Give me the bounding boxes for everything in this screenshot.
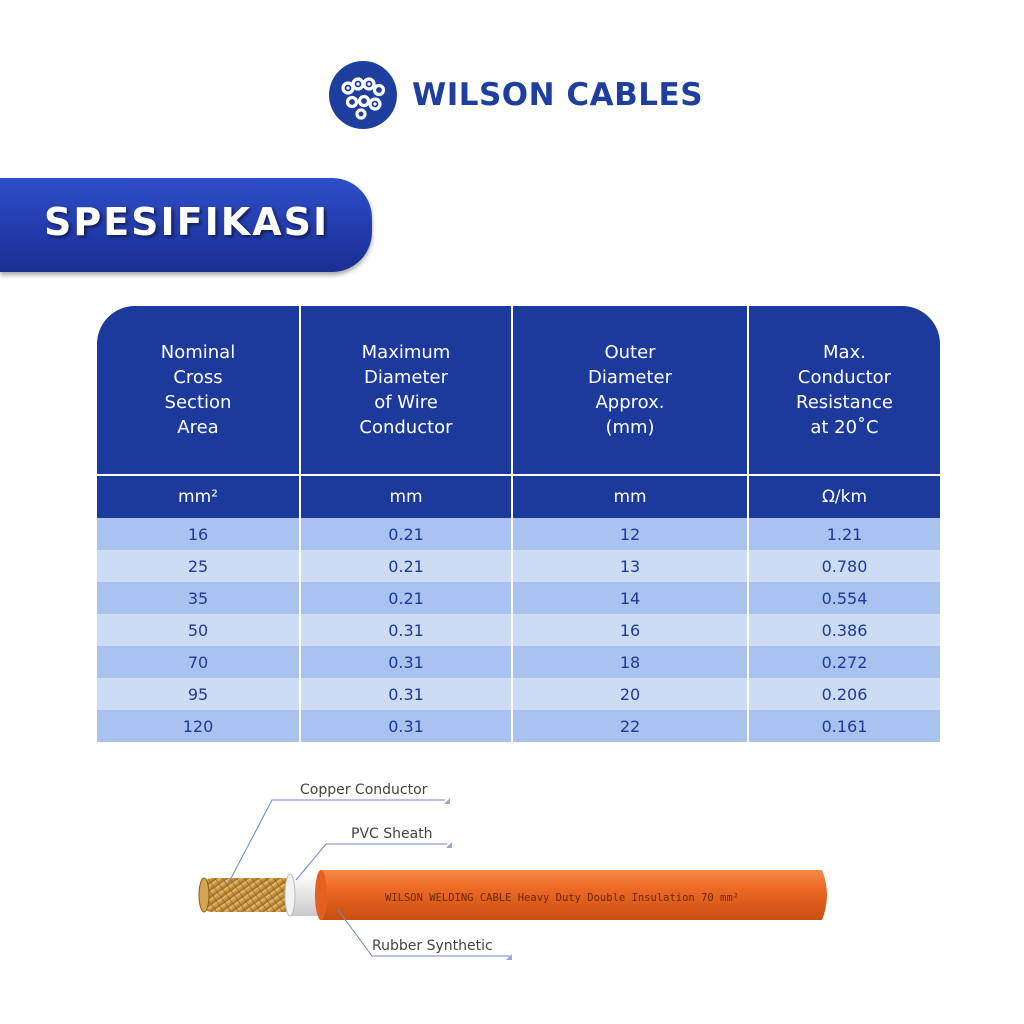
table-row bbox=[97, 710, 940, 742]
header-row bbox=[97, 306, 940, 475]
table-cell: 20 bbox=[512, 678, 748, 710]
cable-drawing bbox=[0, 760, 1024, 980]
cable-illustration bbox=[0, 760, 1024, 980]
column-header: Outer Diameter Approx. (mm) bbox=[512, 306, 748, 475]
table-cell: 16 bbox=[512, 614, 748, 646]
spec-table bbox=[97, 306, 940, 742]
table-cell: 25 bbox=[97, 550, 300, 582]
table-cell: 0.21 bbox=[300, 518, 512, 550]
table-cell: 50 bbox=[97, 614, 300, 646]
table-row bbox=[97, 614, 940, 646]
column-header: Maximum Diameter of Wire Conductor bbox=[300, 306, 512, 475]
table-cell: 0.31 bbox=[300, 646, 512, 678]
brand-name: WILSON CABLES bbox=[412, 77, 704, 113]
table-cell: 0.31 bbox=[300, 710, 512, 742]
rubber-synthetic-label: Rubber Synthetic bbox=[372, 938, 493, 954]
table-cell: 0.161 bbox=[748, 710, 940, 742]
table-cell: 120 bbox=[97, 710, 300, 742]
column-header: Max. Conductor Resistance at 20˚C bbox=[748, 306, 940, 475]
table-row bbox=[97, 582, 940, 614]
table-cell: 0.272 bbox=[748, 646, 940, 678]
table-cell: 0.31 bbox=[300, 678, 512, 710]
table-cell: 0.780 bbox=[748, 550, 940, 582]
brand-header bbox=[328, 60, 703, 130]
table-row bbox=[97, 678, 940, 710]
table-row bbox=[97, 518, 940, 550]
table-cell: 13 bbox=[512, 550, 748, 582]
cable-print-text: WILSON WELDING CABLE Heavy Duty Double Insulation 70 mm² bbox=[385, 892, 740, 904]
table-cell: 70 bbox=[97, 646, 300, 678]
table-cell: 14 bbox=[512, 582, 748, 614]
table-row bbox=[97, 646, 940, 678]
section-title: SPESIFIKASI bbox=[44, 200, 330, 244]
pvc-sheath-label: PVC Sheath bbox=[351, 826, 433, 842]
table-cell: 0.21 bbox=[300, 582, 512, 614]
table-cell: 35 bbox=[97, 582, 300, 614]
table-row bbox=[97, 550, 940, 582]
copper-conductor-label: Copper Conductor bbox=[300, 782, 428, 798]
unit-cell: mm² bbox=[97, 475, 300, 518]
unit-cell: Ω/km bbox=[748, 475, 940, 518]
table-cell: 18 bbox=[512, 646, 748, 678]
table-cell: 0.21 bbox=[300, 550, 512, 582]
unit-cell: mm bbox=[512, 475, 748, 518]
table-cell: 12 bbox=[512, 518, 748, 550]
table-cell: 0.31 bbox=[300, 614, 512, 646]
section-banner bbox=[0, 178, 372, 272]
table-cell: 0.554 bbox=[748, 582, 940, 614]
column-header: Nominal Cross Section Area bbox=[97, 306, 300, 475]
unit-row bbox=[97, 475, 940, 518]
copper-conductor bbox=[199, 878, 298, 912]
wilson-cables-logo-icon bbox=[328, 60, 398, 130]
table-cell: 16 bbox=[97, 518, 300, 550]
unit-cell: mm bbox=[300, 475, 512, 518]
table-cell: 22 bbox=[512, 710, 748, 742]
table-cell: 95 bbox=[97, 678, 300, 710]
table-cell: 0.206 bbox=[748, 678, 940, 710]
table-cell: 0.386 bbox=[748, 614, 940, 646]
table-cell: 1.21 bbox=[748, 518, 940, 550]
